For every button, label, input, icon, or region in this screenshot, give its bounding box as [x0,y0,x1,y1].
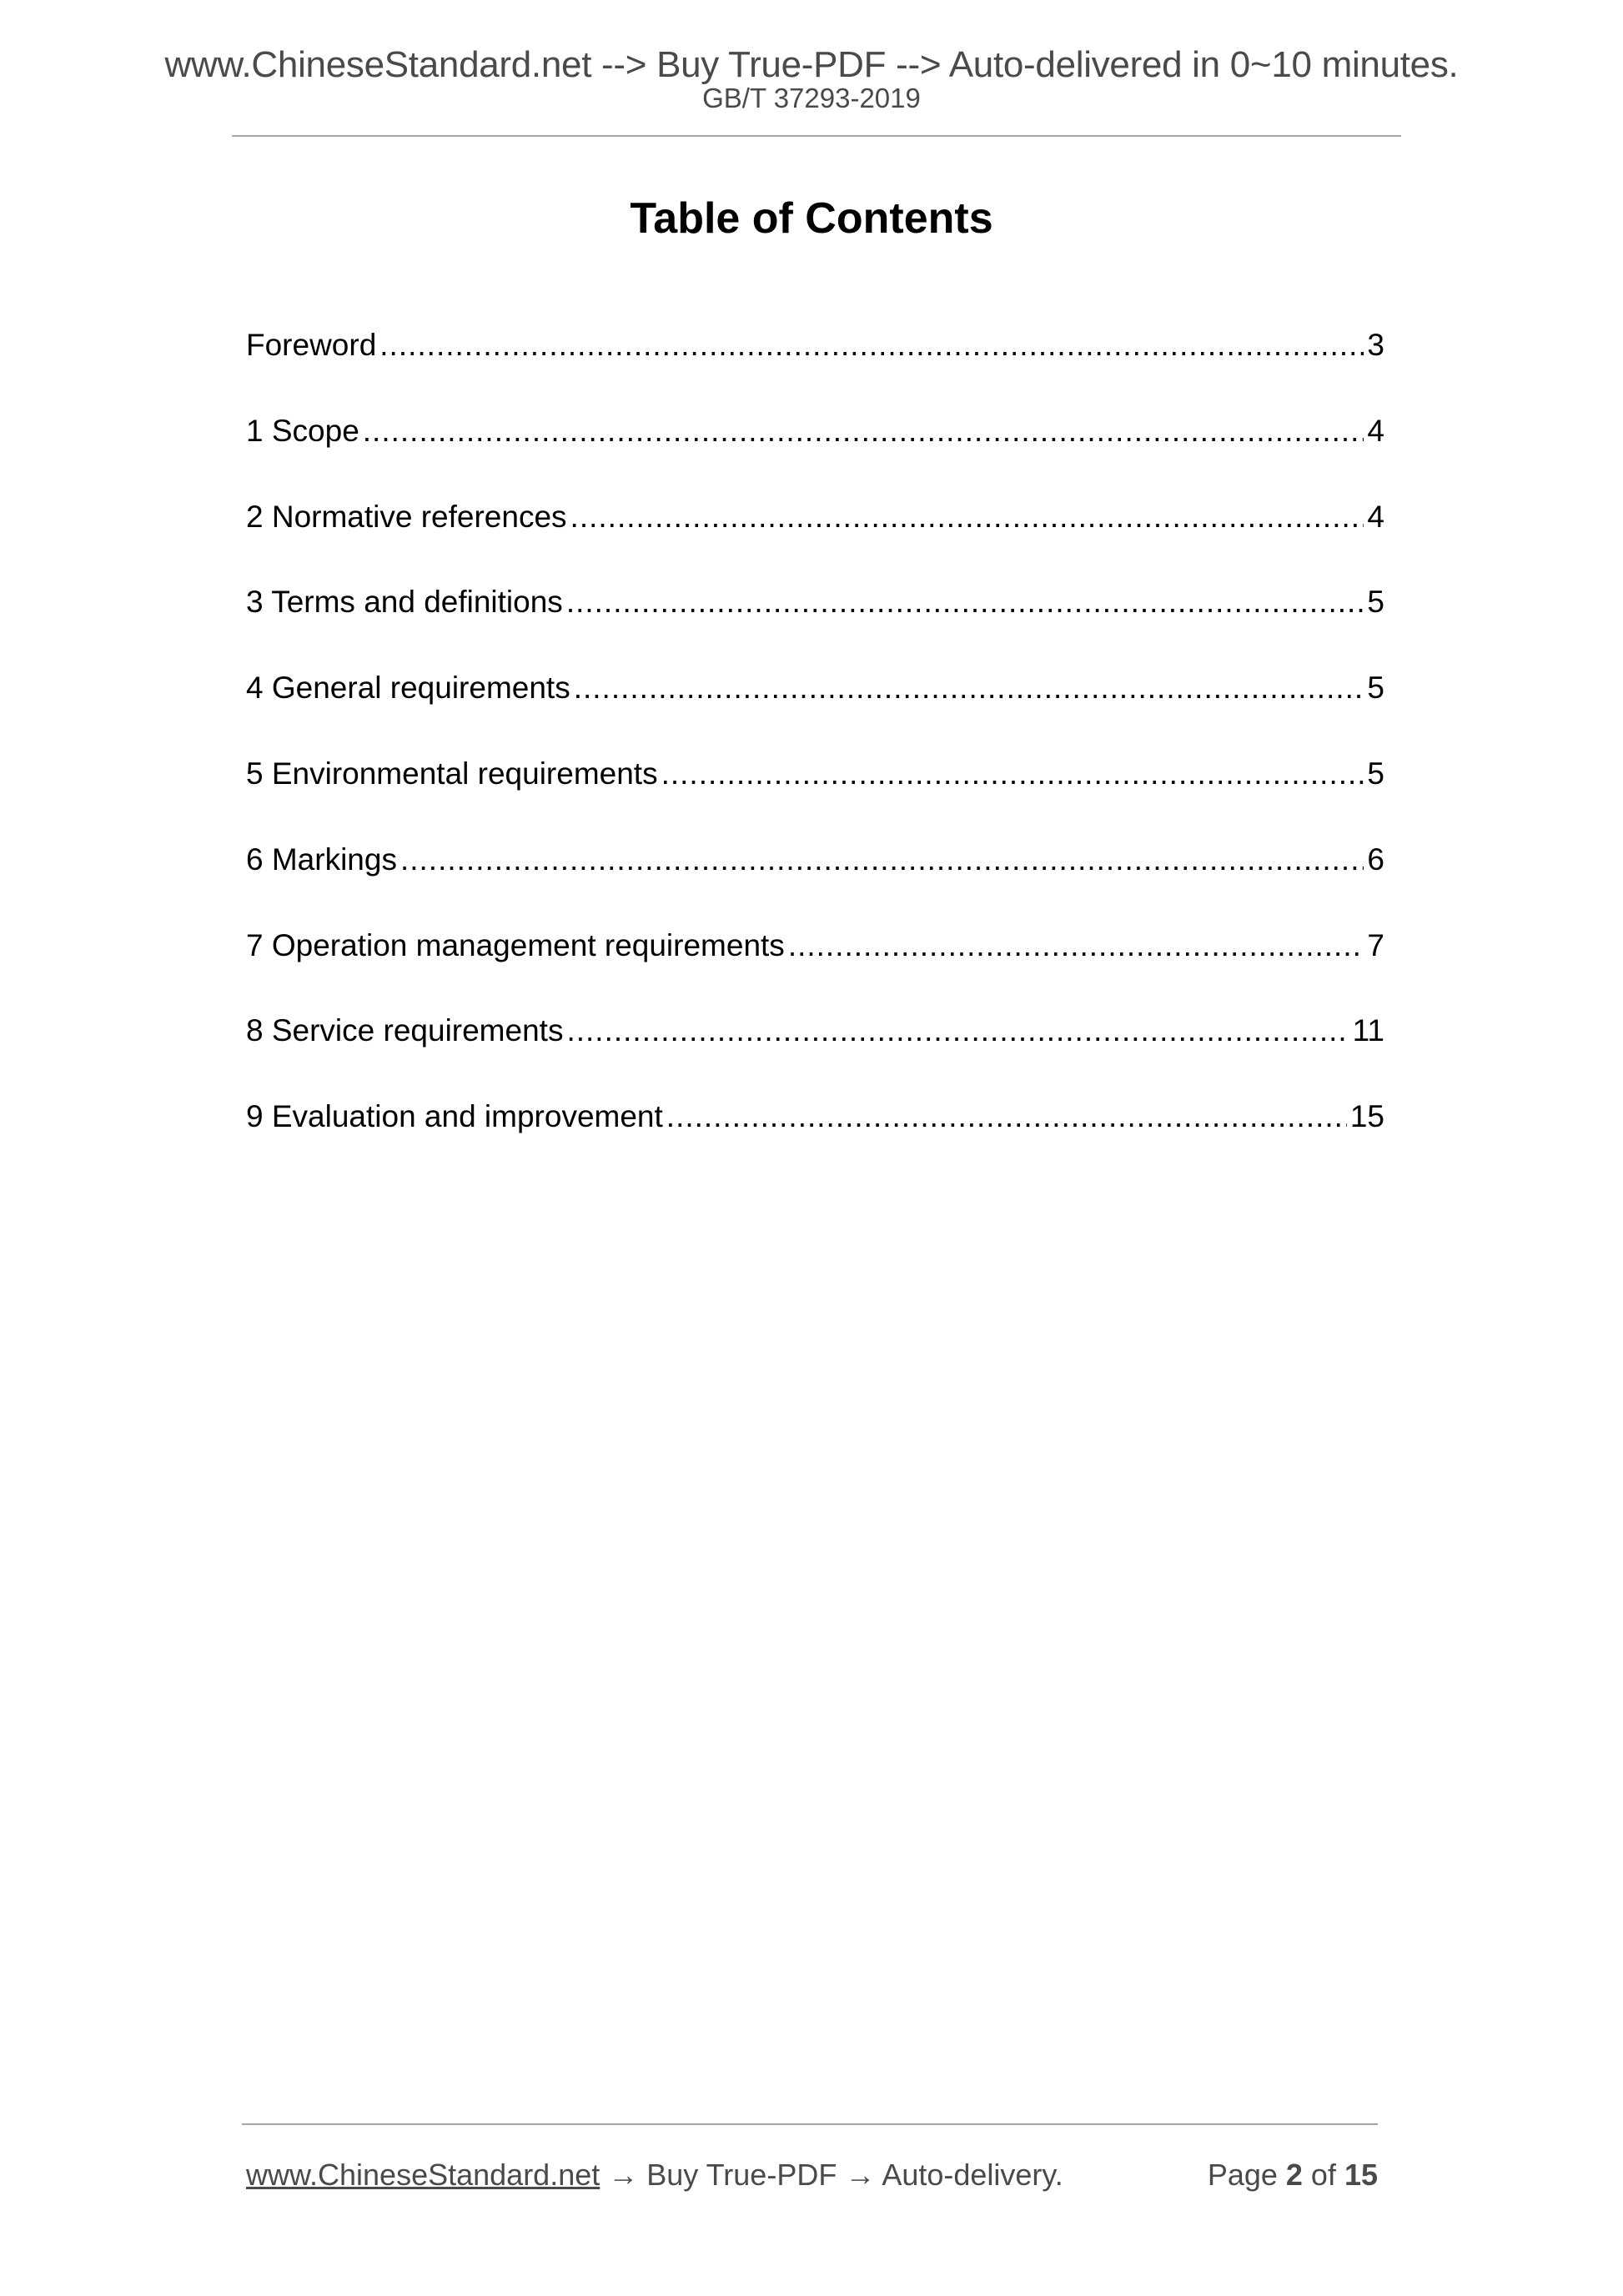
dot-leader [379,324,1364,367]
footer-tagline: → Buy True-PDF → Auto-delivery. [600,2158,1063,2192]
toc-entry-scope[interactable] [246,409,1384,495]
document-id: GB/T 37293-2019 [702,83,921,113]
toc-entry-label: 3 Terms and definitions [246,585,563,620]
footer-site-link[interactable]: www.ChineseStandard.net [246,2158,600,2192]
header-divider [232,135,1401,137]
toc-entry-page: 4 [1367,413,1384,448]
toc-entry-page: 11 [1352,1013,1384,1048]
toc-entry-general-requirements[interactable] [246,666,1384,752]
dot-leader [574,666,1364,710]
page-prefix: Page [1207,2158,1286,2192]
dot-leader [566,580,1364,624]
toc-entry-label: 6 Markings [246,842,397,877]
toc-entry-label: Foreword [246,328,377,362]
toc-entry-page: 4 [1367,499,1384,534]
page-footer [246,2155,1378,2195]
toc-entry-label: 2 Normative references [246,499,567,534]
dot-leader [666,1095,1347,1138]
toc-entry-label: 5 Environmental requirements [246,756,658,791]
toc-entry-operation-management[interactable] [246,924,1384,1010]
toc-entry-page: 5 [1367,585,1384,620]
toc-entry-service-requirements[interactable] [246,1009,1384,1095]
toc-entry-environmental-requirements[interactable] [246,752,1384,838]
toc-entry-page: 15 [1349,1099,1384,1134]
toc-entry-label: 4 General requirements [246,671,570,706]
page-indicator [1208,2155,1378,2195]
page-of: of [1302,2158,1344,2192]
toc-entry-label: 1 Scope [246,413,359,448]
toc-entry-foreword[interactable] [246,324,1384,409]
toc-entry-label: 7 Operation management requirements [246,927,785,962]
dot-leader [661,752,1364,796]
page-title: Table of Contents [630,194,993,243]
toc-entry-page: 6 [1367,842,1384,877]
total-pages: 15 [1344,2158,1378,2192]
toc-entry-page: 5 [1367,671,1384,706]
dot-leader [363,409,1364,453]
toc-entry-page: 3 [1367,328,1384,362]
dot-leader [570,495,1364,539]
toc-entry-page: 7 [1367,927,1384,962]
current-page: 2 [1285,2158,1303,2192]
header-banner: www.ChineseStandard.net --> Buy True-PDF --> Auto-delivered in 0~10 minutes. [164,44,1459,85]
toc-entry-evaluation-improvement[interactable] [246,1095,1384,1181]
footer-left [246,2155,1063,2195]
toc-entry-terms-definitions[interactable] [246,580,1384,666]
dot-leader [788,924,1364,967]
toc-entry-label: 8 Service requirements [246,1013,564,1048]
toc-entry-label: 9 Evaluation and improvement [246,1099,663,1134]
toc-entry-page: 5 [1367,756,1384,791]
table-of-contents [246,324,1384,1181]
toc-entry-normative-references[interactable] [246,495,1384,581]
dot-leader [566,1009,1349,1053]
dot-leader [400,838,1364,882]
footer-divider [242,2123,1378,2125]
toc-entry-markings[interactable] [246,838,1384,924]
